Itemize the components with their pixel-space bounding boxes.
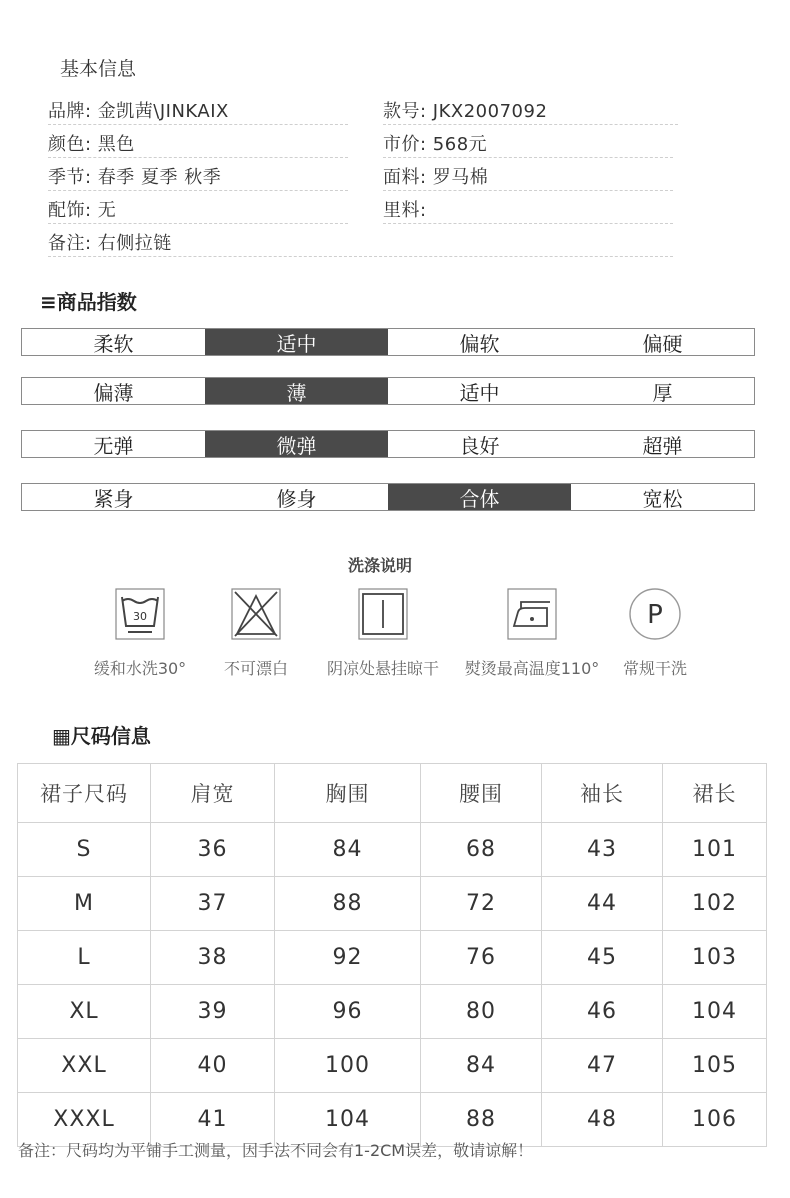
table-row xyxy=(18,931,767,985)
column-header: 裙长 xyxy=(663,764,767,823)
color-field: 颜色: 黑色 xyxy=(48,134,135,155)
wash-instructions-title: 洗涤说明 xyxy=(347,556,412,575)
index-cell: 良好 xyxy=(459,433,500,458)
table-cell: XXXL xyxy=(18,1093,151,1147)
table-cell: 100 xyxy=(275,1039,421,1093)
index-cell: 宽松 xyxy=(642,486,683,511)
index-cell-selected: 合体 xyxy=(388,484,571,510)
wash-item xyxy=(610,588,700,679)
table-cell: 106 xyxy=(663,1093,767,1147)
table-cell: 68 xyxy=(421,823,542,877)
table-cell: 96 xyxy=(275,985,421,1039)
table-cell: 102 xyxy=(663,877,767,931)
size-note: 备注：尺码均为平铺手工测量，因手法不同会有1-2CM误差，敬请谅解！ xyxy=(18,1141,534,1160)
index-row xyxy=(21,430,755,458)
season-field: 季节: 春季 夏季 秋季 xyxy=(48,167,222,188)
table-cell: 104 xyxy=(275,1093,421,1147)
table-cell: 40 xyxy=(151,1039,275,1093)
index-cell: 偏软 xyxy=(459,331,500,356)
svg-text:P: P xyxy=(647,600,663,630)
table-cell: 38 xyxy=(151,931,275,985)
table-cell: M xyxy=(18,877,151,931)
wash-item xyxy=(90,588,190,679)
table-cell: 105 xyxy=(663,1039,767,1093)
dry-clean-p-icon xyxy=(627,588,683,640)
column-header: 肩宽 xyxy=(151,764,275,823)
wash-item xyxy=(206,588,306,679)
index-cell: 偏薄 xyxy=(93,380,134,405)
wash-label: 常规干洗 xyxy=(622,659,687,678)
table-cell: 47 xyxy=(542,1039,663,1093)
lining-field: 里料: xyxy=(383,200,427,221)
divider xyxy=(383,222,673,224)
wash-label: 缓和水洗30° xyxy=(93,659,187,678)
iron-icon xyxy=(507,588,557,640)
divider xyxy=(48,156,348,158)
divider xyxy=(48,222,348,224)
divider xyxy=(48,189,348,191)
wash-label: 熨烫最高温度110° xyxy=(464,659,600,678)
brand-field: 品牌: 金凯茜\JINKAIX xyxy=(48,101,229,122)
table-cell: 88 xyxy=(275,877,421,931)
shade-dry-icon xyxy=(358,588,408,640)
column-header: 腰围 xyxy=(421,764,542,823)
market-price-field: 市价: 568元 xyxy=(383,134,488,155)
table-cell: 41 xyxy=(151,1093,275,1147)
wash-item xyxy=(457,588,607,679)
index-row xyxy=(21,483,755,511)
divider xyxy=(383,123,678,125)
style-number-field: 款号: JKX2007092 xyxy=(383,101,548,122)
column-header: 裙子尺码 xyxy=(18,764,151,823)
table-row xyxy=(18,985,767,1039)
table-cell: 44 xyxy=(542,877,663,931)
table-cell: 37 xyxy=(151,877,275,931)
index-cell-selected: 薄 xyxy=(205,378,388,404)
index-row xyxy=(21,328,755,356)
table-cell: 48 xyxy=(542,1093,663,1147)
table-cell: 46 xyxy=(542,985,663,1039)
table-cell: 103 xyxy=(663,931,767,985)
index-cell: 柔软 xyxy=(93,331,134,356)
table-cell: 92 xyxy=(275,931,421,985)
table-cell: 104 xyxy=(663,985,767,1039)
index-cell: 修身 xyxy=(276,486,317,511)
index-cell-selected: 适中 xyxy=(205,329,388,355)
table-cell: S xyxy=(18,823,151,877)
table-cell: 84 xyxy=(275,823,421,877)
table-cell: 80 xyxy=(421,985,542,1039)
index-cell: 无弹 xyxy=(93,433,134,458)
table-row xyxy=(18,1039,767,1093)
divider xyxy=(48,123,348,125)
size-info-title: ▦尺码信息 xyxy=(52,724,151,748)
table-cell: XXL xyxy=(18,1039,151,1093)
index-cell: 紧身 xyxy=(93,486,134,511)
basic-info-title: 基本信息 xyxy=(60,58,137,80)
divider xyxy=(383,189,673,191)
remark-field: 备注: 右侧拉链 xyxy=(48,233,172,254)
table-cell: 88 xyxy=(421,1093,542,1147)
column-header: 袖长 xyxy=(542,764,663,823)
svg-text:30: 30 xyxy=(133,610,147,623)
table-row xyxy=(18,877,767,931)
index-cell: 厚 xyxy=(652,380,673,405)
table-cell: 36 xyxy=(151,823,275,877)
product-index-title: ≡商品指数 xyxy=(40,290,137,314)
table-cell: 43 xyxy=(542,823,663,877)
table-cell: L xyxy=(18,931,151,985)
table-row xyxy=(18,823,767,877)
index-cell: 适中 xyxy=(459,380,500,405)
column-header: 胸围 xyxy=(275,764,421,823)
fabric-field: 面料: 罗马棉 xyxy=(383,167,489,188)
index-cell: 超弹 xyxy=(642,433,683,458)
table-cell: 72 xyxy=(421,877,542,931)
divider xyxy=(383,156,673,158)
index-cell: 偏硬 xyxy=(642,331,683,356)
table-cell: 39 xyxy=(151,985,275,1039)
no-bleach-icon xyxy=(231,588,281,640)
table-header-row xyxy=(18,764,767,823)
wash-item xyxy=(313,588,453,679)
table-cell: 45 xyxy=(542,931,663,985)
wash-label: 不可漂白 xyxy=(223,659,288,678)
index-cell-selected: 微弹 xyxy=(205,431,388,457)
table-cell: 76 xyxy=(421,931,542,985)
table-cell: 84 xyxy=(421,1039,542,1093)
wash-label: 阴凉处悬挂晾干 xyxy=(326,659,439,678)
index-row xyxy=(21,377,755,405)
table-cell: 101 xyxy=(663,823,767,877)
divider xyxy=(48,255,673,257)
table-cell: XL xyxy=(18,985,151,1039)
size-table xyxy=(17,763,767,1147)
accessories-field: 配饰: 无 xyxy=(48,200,117,221)
wash-30-icon xyxy=(115,588,165,640)
